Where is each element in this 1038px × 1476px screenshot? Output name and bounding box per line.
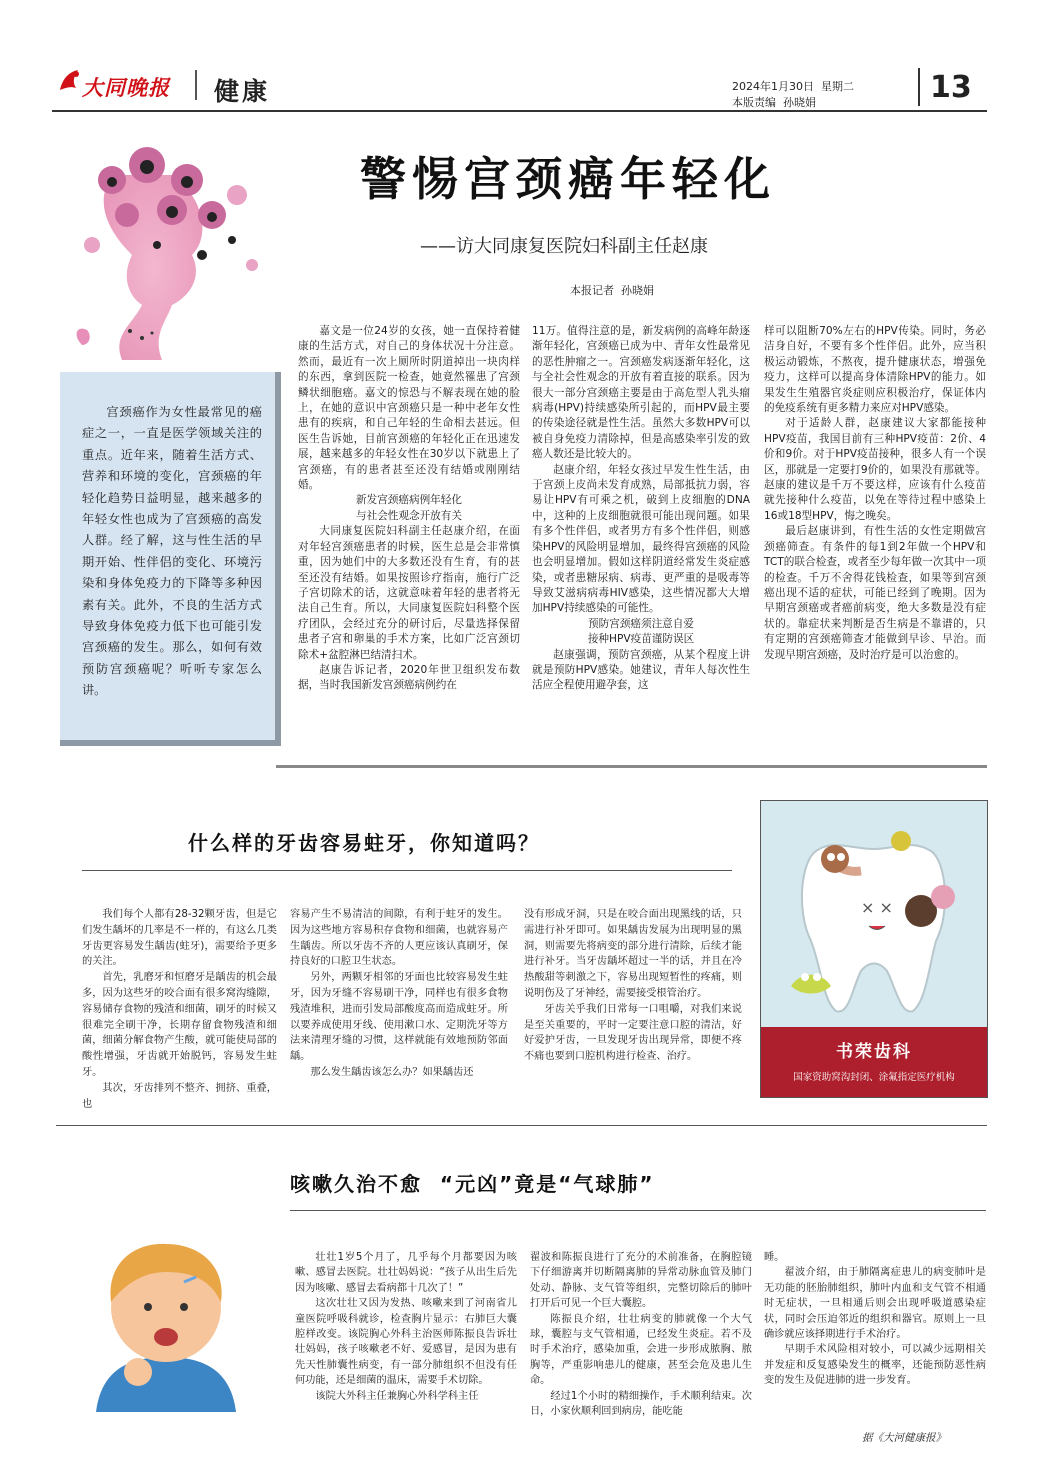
- article3-column-3: [764, 1250, 986, 1389]
- section-subheading: 新发宫颈癌病例年轻化: [356, 494, 462, 507]
- paragraph: 翟波介绍，由于肺隔离症患儿的病变肺叶是无功能的胚胎肺组织，肺叶内血和支气管不相通时无症状，一旦相通后则会出现呼吸道感染症状，同时会压迫邻近的组织和器官。原则上一旦确诊就应该择期进行手术治疗。: [764, 1267, 986, 1341]
- paragraph: 翟波和陈振良进行了充分的术前准备，在胸腔镜下仔细游离并切断隔离肺的异常动脉血管及肺门处动、静脉、支气管等组织，完整切除后的肺叶打开后可见一个巨大囊腔。: [530, 1252, 752, 1310]
- paragraph: 其次，牙齿排列不整齐、拥挤、重叠，也: [82, 1082, 277, 1110]
- clinic-name: 书荣齿科: [836, 1042, 912, 1062]
- paragraph: 赵康告诉记者，2020年世卫组织发布数据，当时我国新发宫颈癌病例约在: [298, 663, 520, 692]
- paragraph: 睡。: [764, 1252, 785, 1263]
- page-number-divider: [918, 68, 920, 106]
- article3-column-1: [295, 1250, 517, 1404]
- article-headline: 咳嗽久治不愈 “元凶”竟是“气球肺”: [290, 1172, 655, 1196]
- svg-text:× ×: × ×: [861, 898, 893, 917]
- section-subheading: 与社会性观念开放有关: [356, 509, 462, 522]
- paragraph: 容易产生不易清洁的间隙，有利于蛀牙的发生。因为这些地方容易积存食物和细菌，也就容易产生龋齿。所以牙齿不齐的人更应该认真刷牙，保持良好的口腔卫生状态。: [290, 909, 508, 968]
- paragraph: 样可以阻断70%左右的HPV传染。同时，务必洁身自好，不要有多个性伴侣。此外，应当积极运动锻炼，不熬夜，提升健康状态，增强免疫力，这样可以提高身体清除HPV的能力。如果发生生殖器官炎症则应积极治疗，保证体内的免疫系统有更多精力来应对HPV感染。: [764, 325, 986, 415]
- clinic-slogan: 国家资助窝沟封闭、涂氟指定医疗机构: [793, 1072, 955, 1083]
- paragraph: 对于适龄人群，赵康建议大家都能接种HPV疫苗，我国目前有三种HPV疫苗：2价、4价和9价。对于HPV疫苗接种，很多人有一个误区，那就是一定要打9价的，如果没有那就等。赵康的建议是千万不要这样，应该有什么疫苗就先接种什么疫苗，以免在等待过程中感染上16或18型HPV，悔之晚矣。: [764, 417, 986, 522]
- paragraph: 赵康介绍，年轻女孩过早发生性生活，由于宫颈上皮尚未发育成熟，局部抵抗力弱，容易让HPV有可乘之机，破到上皮细胞的DNA中，这种的上皮细胞就很可能出现问题。如果有多个性伴侣，或者男方有多个性伴侣，则感染HPV的风险明显增加，最终得宫颈癌的风险也会明显增加。假如这样阴道经常发生炎症感染，或者患糖尿病、病毒、更严重的是吸毒等导致艾滋病病毒HIV感染，这些情况都大大增加HPV持续感染的可能性。: [532, 463, 750, 615]
- article-byline: 本报记者 孙晓娟: [570, 284, 654, 297]
- dental-ad: [760, 800, 988, 1098]
- headline-rule: [290, 1210, 986, 1211]
- source-credit: 据《大河健康报》: [862, 1432, 946, 1444]
- page-number: 13: [930, 70, 972, 105]
- article-headline: 警惕宫颈癌年轻化: [360, 152, 776, 206]
- masthead-rule: [52, 110, 987, 112]
- article2-column-2: [290, 907, 508, 1081]
- paragraph: 另外，两颗牙相邻的牙面也比较容易发生蛀牙，因为牙缝不容易刷干净，同样也有很多食物残渣堆积，进而引发局部酸度高而造成蛀牙。所以要养成使用牙线、使用漱口水、定期洗牙等方法来清理牙缝的习惯，这样就能有效地预防邻面龋。: [290, 972, 508, 1063]
- article2-column-3: [524, 907, 742, 1065]
- coughing-child-illustration: [56, 1222, 276, 1422]
- article3-column-2: [530, 1250, 752, 1419]
- article-headline: 什么样的牙齿容易蛀牙，你知道吗？: [188, 831, 540, 855]
- article1-column-2: [532, 324, 750, 694]
- article2-column-1: [82, 907, 277, 1112]
- flower-woman-illustration: [52, 135, 282, 375]
- page-editor: 本版责编 孙晓娟: [732, 96, 816, 109]
- intro-text: 宫颈癌作为女性最常见的癌症之一，一直是医学领域关注的重点。近年来，随着生活方式、营养和环境的变化，宫颈癌的年轻化趋势日益明显，越来越多的年轻女性也成为了宫颈癌的高发人群。经了解，这与性生活的早期开始、性伴侣的变化、环境污染和身体免疫力的下降等多种因素有关。此外，不良的生活方式导致身体免疫力低下也可能引发宫颈癌的发生。那么，如何有效预防宫颈癌呢？听听专家怎么讲。: [82, 405, 262, 698]
- section-subheading: 接种HPV疫苗谨防误区: [587, 633, 695, 646]
- paragraph: 嘉文是一位24岁的女孩，她一直保持着健康的生活方式，对自己的身体状况十分注意。然而，最近有一次上厕所时阴道掉出一块肉样的东西，拿到医院一检查，她竟然罹患了宫颈鳞状细胞癌。嘉文的惊恐与不解表现在她的脸上，在她的意识中宫颈癌只是一种中老年女性患有的疾病，和自己年轻的生命相去甚远。但医生告诉她，目前宫颈癌的年轻化正在迅速发展，越来越多的年轻女性在30岁以下就患上了宫颈癌，有的患者甚至还没有结婚或刚刚结婚。: [298, 325, 520, 492]
- section-divider: [276, 765, 987, 768]
- article1-column-1: [298, 324, 520, 694]
- article1-column-3: [764, 324, 986, 663]
- paragraph: 经过1个小时的精细操作，手术顺利结束。次日，小家伙顺利回到病房，能吃能: [530, 1390, 752, 1418]
- paragraph: 11万。值得注意的是，新发病例的高峰年龄逐渐年轻化，宫颈癌已成为中、青年女性最常见的恶性肿瘤之一。宫颈癌发病逐渐年轻化，这与全社会性观念的开放有着直接的联系。因为很大一部分宫颈癌主要是由于高危型人乳头瘤病毒(HPV)持续感染所引起的，而HPV最主要的传染途径就是性生活。虽然大多数HPV可以被自身免疫力清除掉，但是高感染率引发的致癌人数还是比较大的。: [532, 325, 750, 461]
- logo-icon: [56, 66, 84, 94]
- intro-box: [60, 372, 281, 746]
- article-subheadline: ——访大同康复医院妇科副主任赵康: [420, 236, 708, 257]
- section-divider: [56, 1125, 987, 1126]
- paragraph: 首先，乳磨牙和恒磨牙是龋齿的机会最多，因为这些牙的咬合面有很多窝沟缝隙，容易储存食物的残渣和细菌，刷牙的时候又很难完全刷干净，长期存留食物残渣和细菌，细菌分解食物产生酸，就可能使局部的酸性增强，牙齿就开始脱钙，容易发生蛀牙。: [82, 972, 277, 1078]
- section-subheading: 预防宫颈癌须注意自爱: [588, 617, 694, 630]
- paragraph: 没有形成牙洞，只是在咬合面出现黑线的话，只需进行补牙即可。如果龋齿发展为出现明显的黑洞，则需要先将病变的部分进行清除，后续才能进行补牙。当牙齿龋坏超过一半的话，并且在冷热酸甜等刺激之下，容易出现短暂性的疼痛，则说明伤及了牙神经，需要接受根管治疗。: [524, 909, 742, 999]
- paragraph: 牙齿关乎我们日常每一口咀嚼，对我们来说是至关重要的，平时一定要注意口腔的清洁，好好爱护牙齿，一旦发现牙齿出现异常，即便不疼不痛也要到口腔机构进行检查、治疗。: [524, 1003, 742, 1063]
- newspaper-logo: 大同晚报: [82, 75, 170, 100]
- issue-date: 2024年1月30日 星期二: [732, 80, 854, 93]
- masthead: [52, 62, 982, 122]
- paragraph: 该院大外科主任兼胸心外科学科主任: [315, 1390, 479, 1402]
- paragraph: 我们每个人都有28-32颗牙齿，但是它们发生龋坏的几率是不一样的，有这么几类牙齿更容易发生龋齿(蛀牙)，需要给予更多的关注。: [82, 909, 277, 968]
- paragraph: 这次壮壮又因为发热、咳嗽来到了河南省儿童医院呼吸科就诊，检查胸片显示：右肺巨大囊腔样改变。该院胸心外科主治医师陈振良告诉壮壮妈妈，孩子咳嗽老不好、爱感冒，是因为患有先天性肺囊性病变，有一部分肺组织不但没有任何功能，还是细菌的温床，需要手术切除。: [295, 1298, 517, 1387]
- paragraph: 那么发生龋齿该怎么办？如果龋齿还: [310, 1066, 474, 1078]
- paragraph: 早期手术风险相对较小，可以减少远期相关并发症和反复感染发生的概率，还能预防恶性病变的发生及促进肺的进一步发育。: [764, 1344, 986, 1387]
- paragraph: 大同康复医院妇科副主任赵康介绍，在面对年轻宫颈癌患者的时候，医生总是会非常慎重，因为她们中的大多数还没有生育，有的甚至还没有结婚。如果按照诊疗指南，施行广泛子宫切除术的话，这就意味着年轻的患者将无法自己生育。所以，大同康复医院妇科整个医疗团队，会经过充分的研讨后，尽量选择保留患者子宫和卵巢的手术方案，比如广泛宫颈切除术+盆腔淋巴结清扫术。: [298, 525, 520, 661]
- paragraph: 壮壮1岁5个月了，几乎每个月都要因为咳嗽、感冒去医院。壮壮妈妈说：“孩子从出生后先因为咳嗽、感冒去看病都十几次了！”: [295, 1252, 517, 1294]
- paragraph: 最后赵康讲到，有性生活的女性定期做宫颈癌筛查。有条件的每1到2年做一个HPV和TCT的联合检查，或者至少每年做一次其中一项的检查。千万不舍得花钱检查，如果等到宫颈癌出现不适的症状，可能已经到了晚期。因为早期宫颈癌或者癌前病变，绝大多数是没有症状的。靠症状来判断是否生病是不靠谱的，只有定期的宫颈癌筛查才能做到早诊、早治。而发现早期宫颈癌，及时治疗是可以治愈的。: [764, 525, 986, 661]
- logo-divider: [195, 70, 197, 100]
- ad-banner: [761, 1027, 987, 1097]
- headline-rule: [82, 870, 732, 871]
- paragraph: 赵康强调，预防宫颈癌，从某个程度上讲就是预防HPV感染。她建议，青年人每次性生活应全程使用避孕套，这: [532, 648, 750, 692]
- paragraph: 陈振良介绍，壮壮病变的肺就像一个大气球，囊腔与支气管相通，已经发生炎症。若不及时手术治疗，感染加重，会进一步形成脓胸、脓胸等，严重影响患儿的健康，甚至会危及患儿生命。: [530, 1313, 752, 1387]
- tooth-cartoon-illustration: [761, 801, 987, 1025]
- section-name: 健康: [214, 77, 271, 106]
